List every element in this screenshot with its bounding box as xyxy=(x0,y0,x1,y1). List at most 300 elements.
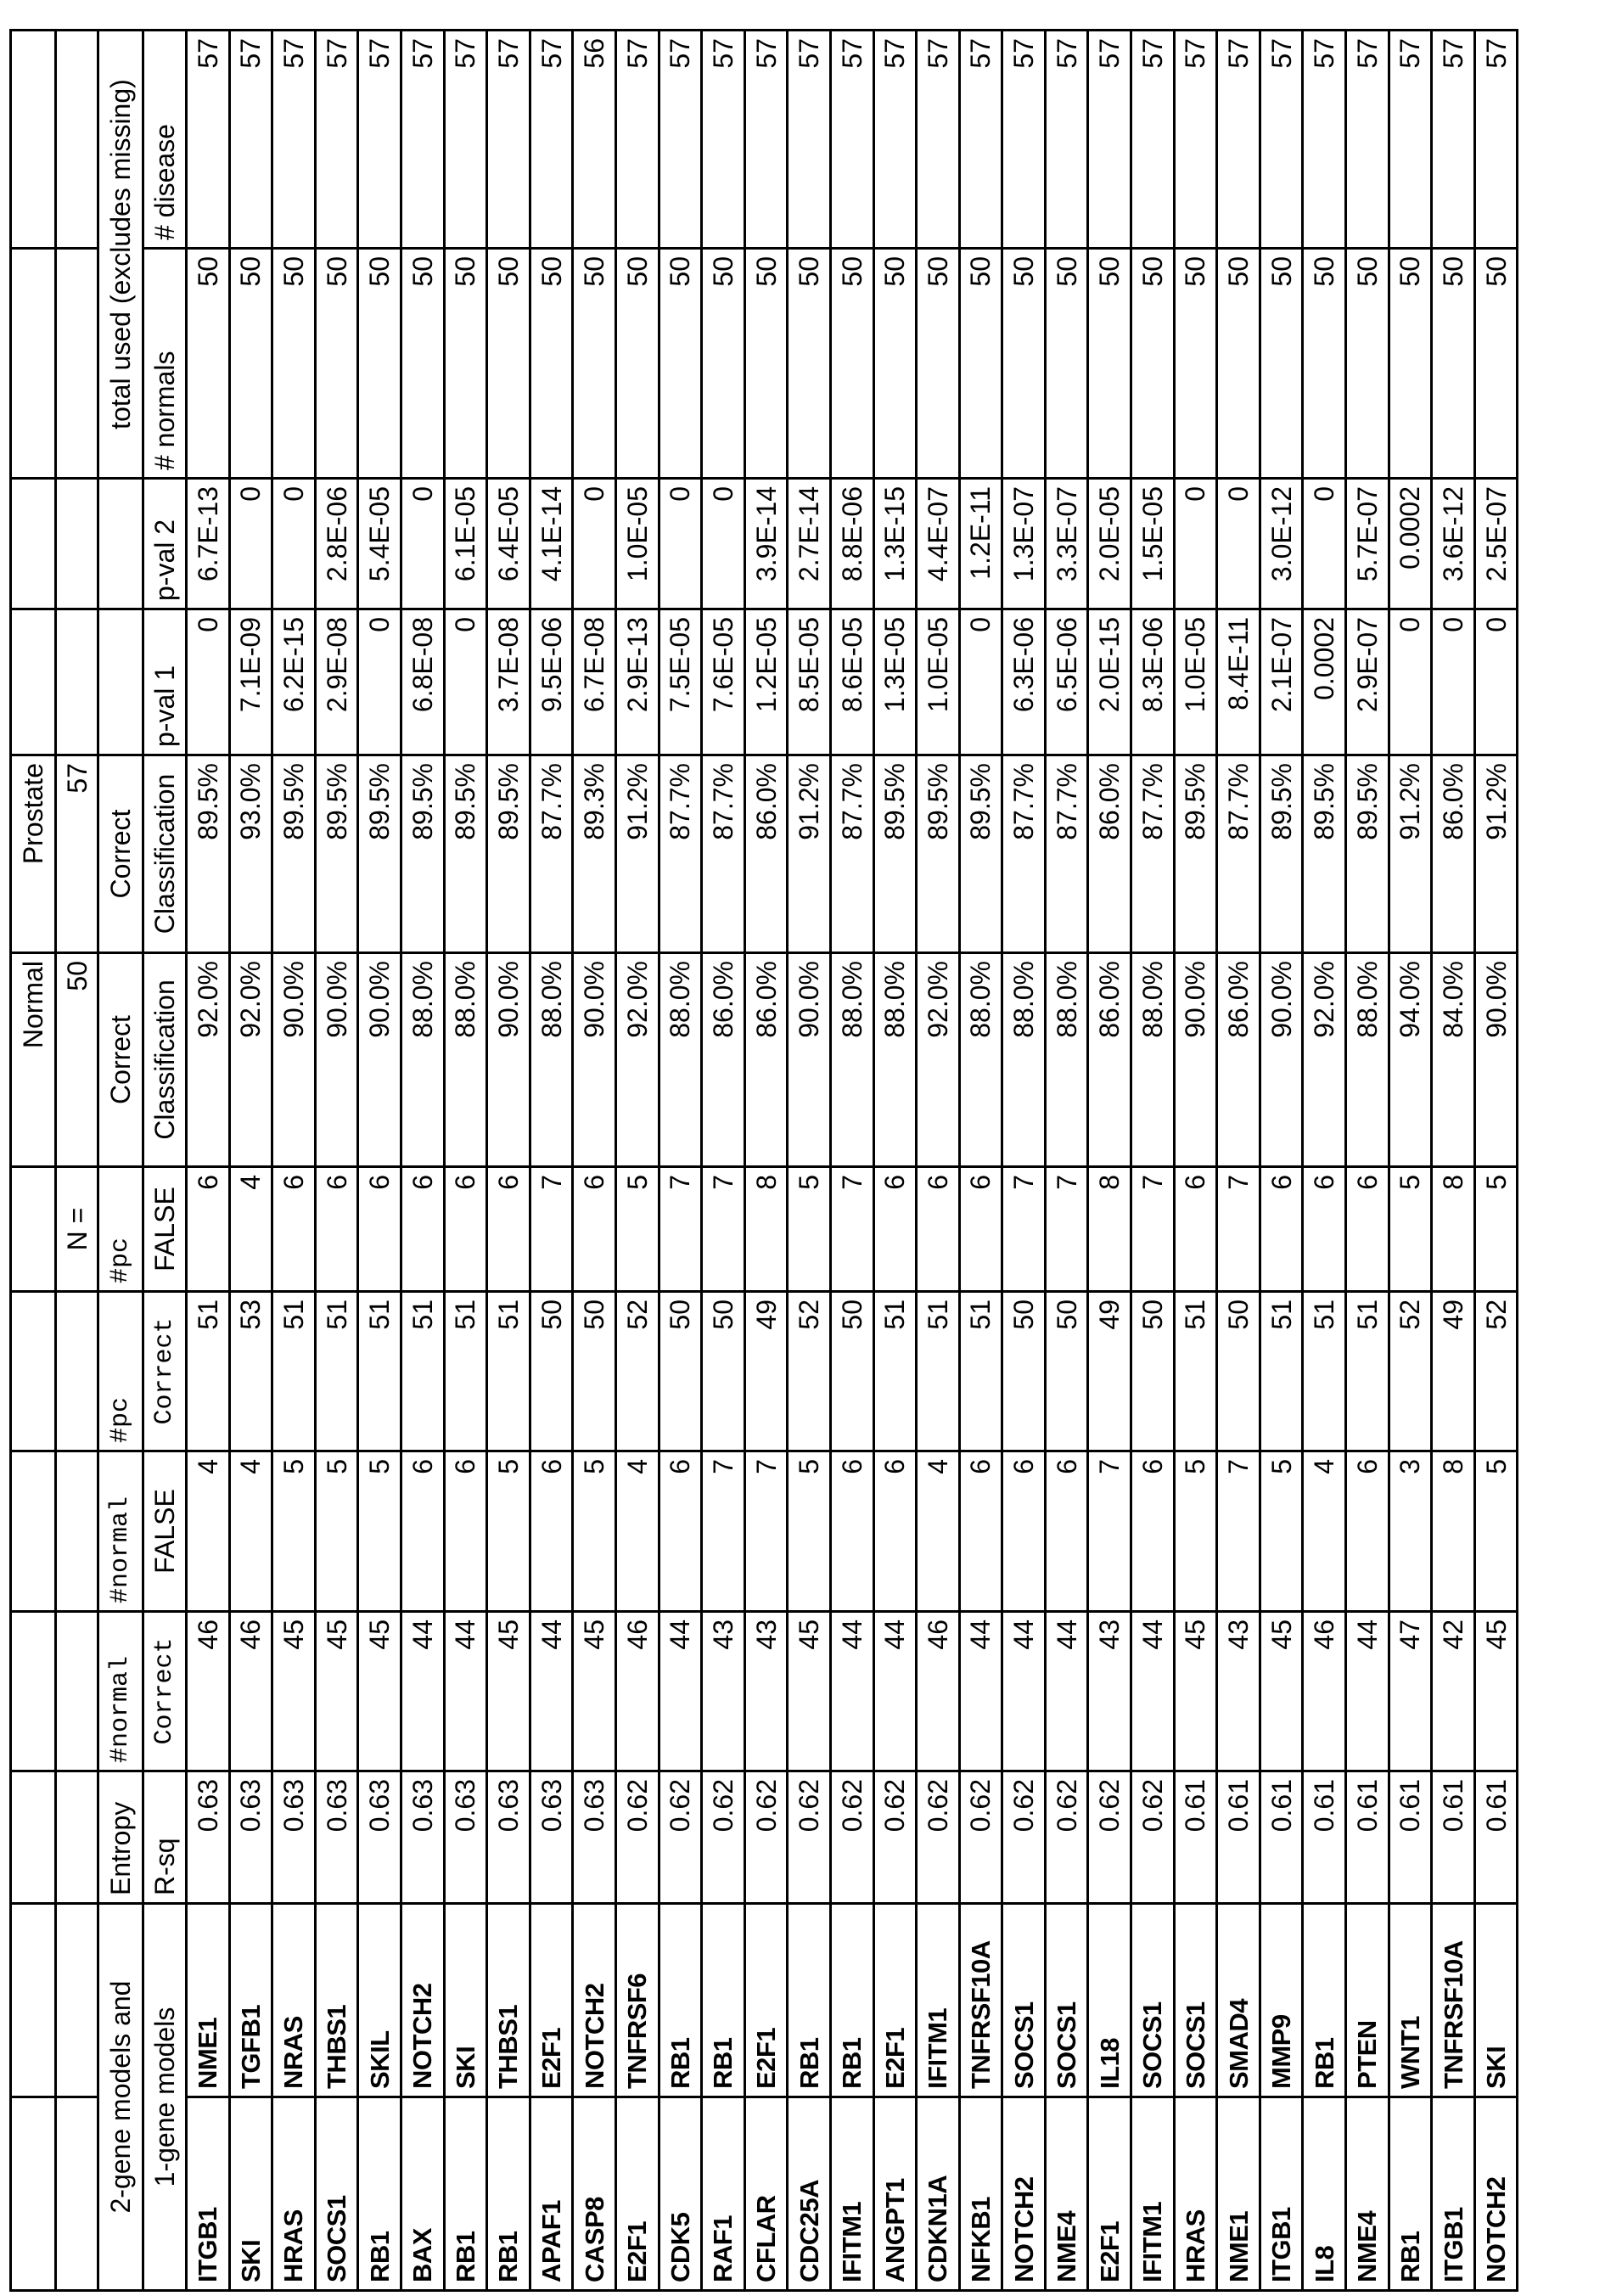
pc-false-cell: 7 xyxy=(1045,1167,1088,1292)
pval2-cell: 2.5E-07 xyxy=(1474,479,1518,609)
pval1-cell: 2.9E-08 xyxy=(315,609,358,755)
normals-count-cell: 50 xyxy=(1389,249,1432,479)
disease-count-cell: 57 xyxy=(873,31,917,249)
pval2-cell: 5.7E-07 xyxy=(1346,479,1389,609)
normal-correct-cell: 46 xyxy=(187,1612,230,1771)
normal-classification-cell: 86.0% xyxy=(702,953,745,1167)
header-cell xyxy=(11,1771,56,1904)
header-cell xyxy=(11,1167,56,1292)
gene-2-cell: SMAD4 xyxy=(1217,1904,1260,2097)
normal-false-cell: 4 xyxy=(1303,1451,1346,1612)
normal-correct-cell: 44 xyxy=(1002,1612,1046,1771)
pc-correct-cell: 51 xyxy=(315,1292,358,1451)
rsq-cell: 0.61 xyxy=(1389,1771,1432,1904)
prostate-classification-cell: 87.7% xyxy=(530,755,573,953)
prostate-classification-cell: 86.0% xyxy=(1432,755,1475,953)
normals-count-cell: 50 xyxy=(615,249,659,479)
normal-false-cell: 6 xyxy=(401,1451,444,1612)
normals-count-cell: 50 xyxy=(229,249,272,479)
rsq-cell: 0.63 xyxy=(229,1771,272,1904)
gene-1-cell: RB1 xyxy=(1389,2097,1432,2291)
normal-false-cell: 4 xyxy=(229,1451,272,1612)
pc-false-cell: 6 xyxy=(487,1167,530,1292)
normal-classification-cell: 90.0% xyxy=(1174,953,1217,1167)
normal-false-cell: 8 xyxy=(1432,1451,1475,1612)
normals-count-cell: 50 xyxy=(830,249,873,479)
normals-count-cell: 50 xyxy=(1174,249,1217,479)
pc-false-cell: 7 xyxy=(1002,1167,1046,1292)
rsq-cell: 0.61 xyxy=(1474,1771,1518,1904)
gene-1-cell: NOTCH2 xyxy=(1002,2097,1046,2291)
disease-count-cell: 57 xyxy=(444,31,487,249)
normal-false-cell: 6 xyxy=(1346,1451,1389,1612)
table-row xyxy=(315,31,358,2291)
pval1-cell: 1.0E-05 xyxy=(917,609,960,755)
header-cell xyxy=(11,1904,56,2097)
pc-correct-cell: 53 xyxy=(229,1292,272,1451)
normals-count-cell: 50 xyxy=(788,249,831,479)
prostate-classification-cell: 89.5% xyxy=(1346,755,1389,953)
gene-1-cell: IL8 xyxy=(1303,2097,1346,2291)
rsq-cell: 0.61 xyxy=(1217,1771,1260,1904)
rsq-cell: 0.63 xyxy=(315,1771,358,1904)
header-cell xyxy=(11,2097,56,2291)
pc-correct-cell: 51 xyxy=(444,1292,487,1451)
pc-false-cell: 6 xyxy=(315,1167,358,1292)
gene-2-cell: TNFRSF10A xyxy=(1432,1904,1475,2097)
gene-2-cell: SKI xyxy=(444,1904,487,2097)
disease-count-cell: 57 xyxy=(917,31,960,249)
pval1-cell: 2.9E-13 xyxy=(615,609,659,755)
rsq-header: R-sq xyxy=(143,1771,187,1904)
normal-correct-class-header: Classification xyxy=(143,953,187,1167)
normal-correct-cell: 44 xyxy=(444,1612,487,1771)
prostate-classification-cell: 89.5% xyxy=(959,755,1002,953)
pval1-cell: 6.7E-08 xyxy=(573,609,616,755)
normals-count-cell: 50 xyxy=(1346,249,1389,479)
pc-correct-cell: 51 xyxy=(1260,1292,1303,1451)
table-row xyxy=(229,31,272,2291)
entropy-header: Entropy xyxy=(98,1771,143,1904)
pval2-cell: 0 xyxy=(659,479,702,609)
pval1-header: p-val 1 xyxy=(143,609,187,755)
prostate-classification-cell: 89.5% xyxy=(1260,755,1303,953)
normals-count-cell: 50 xyxy=(1217,249,1260,479)
gene-1-cell: CFLAR xyxy=(744,2097,788,2291)
pval2-cell: 5.4E-05 xyxy=(358,479,401,609)
normal-correct-header-top: #normal xyxy=(98,1612,143,1771)
gene-2-cell: RB1 xyxy=(788,1904,831,2097)
pc-false-cell: 5 xyxy=(1474,1167,1518,1292)
pc-correct-cell: 51 xyxy=(1303,1292,1346,1451)
rsq-cell: 0.61 xyxy=(1260,1771,1303,1904)
pc-correct-cell: 50 xyxy=(573,1292,616,1451)
rsq-cell: 0.61 xyxy=(1303,1771,1346,1904)
gene-1-cell: SKI xyxy=(229,2097,272,2291)
normals-count-cell: 50 xyxy=(487,249,530,479)
table-row xyxy=(187,31,230,2291)
normal-false-cell: 7 xyxy=(1088,1451,1131,1612)
prostate-classification-cell: 87.7% xyxy=(1002,755,1046,953)
disease-count-cell: 57 xyxy=(1131,31,1175,249)
pval2-cell: 3.9E-14 xyxy=(744,479,788,609)
gene-1-cell: ITGB1 xyxy=(1432,2097,1475,2291)
pc-false-cell: 4 xyxy=(229,1167,272,1292)
rsq-cell: 0.62 xyxy=(788,1771,831,1904)
table-row xyxy=(358,31,401,2291)
prostate-classification-cell: 91.2% xyxy=(1389,755,1432,953)
prostate-classification-cell: 87.7% xyxy=(1131,755,1175,953)
disease-count-cell: 57 xyxy=(959,31,1002,249)
prostate-classification-cell: 89.5% xyxy=(873,755,917,953)
rsq-cell: 0.61 xyxy=(1432,1771,1475,1904)
normal-classification-cell: 88.0% xyxy=(1045,953,1088,1167)
normal-correct-cell: 44 xyxy=(873,1612,917,1771)
rsq-cell: 0.63 xyxy=(530,1771,573,1904)
pc-false-cell: 7 xyxy=(530,1167,573,1292)
pc-correct-cell: 51 xyxy=(873,1292,917,1451)
gene-2-cell: SKI xyxy=(1474,1904,1518,2097)
normal-correct-cell: 44 xyxy=(659,1612,702,1771)
rsq-cell: 0.62 xyxy=(1088,1771,1131,1904)
gene-2-cell: TNFRSF6 xyxy=(615,1904,659,2097)
gene-1-cell: E2F1 xyxy=(615,2097,659,2291)
pc-false-cell: 6 xyxy=(272,1167,316,1292)
pval2-cell: 1.5E-05 xyxy=(1131,479,1175,609)
gene-1-cell: APAF1 xyxy=(530,2097,573,2291)
pval1-cell: 0 xyxy=(444,609,487,755)
table-row xyxy=(487,31,530,2291)
gene-1-cell: NME1 xyxy=(1217,2097,1260,2291)
pc-correct-cell: 51 xyxy=(487,1292,530,1451)
header-cell xyxy=(56,1292,98,1451)
prostate-classification-cell: 91.2% xyxy=(788,755,831,953)
header-cell xyxy=(11,609,56,755)
normal-classification-cell: 92.0% xyxy=(187,953,230,1167)
normal-correct-cell: 44 xyxy=(1346,1612,1389,1771)
pc-false-cell: 5 xyxy=(615,1167,659,1292)
disease-count-cell: 57 xyxy=(315,31,358,249)
prostate-classification-cell: 87.7% xyxy=(1045,755,1088,953)
pval2-cell: 6.4E-05 xyxy=(487,479,530,609)
gene-1-cell: CDC25A xyxy=(788,2097,831,2291)
prostate-classification-cell: 93.0% xyxy=(229,755,272,953)
table-row xyxy=(959,31,1002,2291)
normals-count-cell: 50 xyxy=(1303,249,1346,479)
normals-count-cell: 50 xyxy=(659,249,702,479)
pc-correct-header-top: #pc xyxy=(98,1292,143,1451)
table-row xyxy=(1088,31,1131,2291)
pc-false-cell: 5 xyxy=(1389,1167,1432,1292)
prostate-classification-cell: 91.2% xyxy=(1474,755,1518,953)
pval2-header: p-val 2 xyxy=(143,479,187,609)
pc-correct-cell: 51 xyxy=(1346,1292,1389,1451)
gene-1-cell: IFITM1 xyxy=(830,2097,873,2291)
gene-1-cell: IFITM1 xyxy=(1131,2097,1175,2291)
disease-count-cell: 57 xyxy=(659,31,702,249)
normal-false-cell: 6 xyxy=(1131,1451,1175,1612)
normal-classification-cell: 90.0% xyxy=(573,953,616,1167)
normal-classification-cell: 92.0% xyxy=(917,953,960,1167)
normal-correct-cell: 46 xyxy=(615,1612,659,1771)
gene-2-cell: THBS1 xyxy=(487,1904,530,2097)
prostate-classification-cell: 89.3% xyxy=(573,755,616,953)
gene-1-cell: CDKN1A xyxy=(917,2097,960,2291)
pc-false-cell: 7 xyxy=(1217,1167,1260,1292)
normals-count-cell: 50 xyxy=(917,249,960,479)
disease-count-cell: 57 xyxy=(1346,31,1389,249)
normal-false-cell: 5 xyxy=(573,1451,616,1612)
pc-correct-header: Correct xyxy=(143,1292,187,1451)
normal-false-cell: 5 xyxy=(1260,1451,1303,1612)
normal-correct-class-header-top: Correct xyxy=(98,953,143,1167)
normals-count-cell: 50 xyxy=(358,249,401,479)
pc-false-cell: 6 xyxy=(873,1167,917,1292)
gene-1-cell: RB1 xyxy=(358,2097,401,2291)
disease-count-cell: 57 xyxy=(788,31,831,249)
normal-false-cell: 5 xyxy=(315,1451,358,1612)
pc-correct-cell: 50 xyxy=(702,1292,745,1451)
pc-correct-cell: 51 xyxy=(917,1292,960,1451)
normal-correct-cell: 45 xyxy=(358,1612,401,1771)
pc-false-cell: 6 xyxy=(573,1167,616,1292)
gene-2-cell: SKIL xyxy=(358,1904,401,2097)
normal-classification-cell: 86.0% xyxy=(1217,953,1260,1167)
pval2-cell: 0 xyxy=(702,479,745,609)
normals-count-cell: 50 xyxy=(272,249,316,479)
gene-2-cell: MMP9 xyxy=(1260,1904,1303,2097)
gene-2-cell: RB1 xyxy=(830,1904,873,2097)
normal-classification-cell: 88.0% xyxy=(959,953,1002,1167)
normals-count-cell: 50 xyxy=(573,249,616,479)
prostate-classification-cell: 89.5% xyxy=(444,755,487,953)
pval2-cell: 3.3E-07 xyxy=(1045,479,1088,609)
normal-correct-cell: 43 xyxy=(702,1612,745,1771)
gene-2-cell: IL18 xyxy=(1088,1904,1131,2097)
prostate-classification-cell: 89.5% xyxy=(272,755,316,953)
disease-count-cell: 57 xyxy=(744,31,788,249)
pval2-cell: 4.4E-07 xyxy=(917,479,960,609)
table-row xyxy=(272,31,316,2291)
pval1-cell: 0 xyxy=(358,609,401,755)
rsq-cell: 0.62 xyxy=(1002,1771,1046,1904)
rsq-cell: 0.63 xyxy=(573,1771,616,1904)
normals-count-cell: 50 xyxy=(1474,249,1518,479)
gene-1-cell: NOTCH2 xyxy=(1474,2097,1518,2291)
disease-count-cell: 57 xyxy=(1002,31,1046,249)
normal-false-cell: 5 xyxy=(272,1451,316,1612)
pc-false-cell: 6 xyxy=(358,1167,401,1292)
gene-2-cell: E2F1 xyxy=(873,1904,917,2097)
normal-false-cell: 6 xyxy=(1045,1451,1088,1612)
rsq-cell: 0.63 xyxy=(358,1771,401,1904)
pc-false-cell: 6 xyxy=(1260,1167,1303,1292)
prostate-group-label: Prostate xyxy=(11,755,56,953)
rsq-cell: 0.63 xyxy=(444,1771,487,1904)
normals-count-cell: 50 xyxy=(401,249,444,479)
pval1-cell: 1.2E-05 xyxy=(744,609,788,755)
rsq-cell: 0.62 xyxy=(1045,1771,1088,1904)
gene-2-cell: E2F1 xyxy=(530,1904,573,2097)
pval1-cell: 8.3E-06 xyxy=(1131,609,1175,755)
pval1-cell: 0 xyxy=(1432,609,1475,755)
table-row xyxy=(659,31,702,2291)
pc-correct-cell: 51 xyxy=(1174,1292,1217,1451)
normal-classification-cell: 86.0% xyxy=(744,953,788,1167)
rsq-cell: 0.63 xyxy=(487,1771,530,1904)
gene-1-cell: HRAS xyxy=(272,2097,316,2291)
header-cell xyxy=(56,1612,98,1771)
header-cell xyxy=(56,479,98,609)
gene-1-cell: NME4 xyxy=(1346,2097,1389,2291)
normals-count-cell: 50 xyxy=(187,249,230,479)
prostate-correct-class-header-top: Correct xyxy=(98,755,143,953)
disease-count-cell: 57 xyxy=(615,31,659,249)
gene-2-cell: TGFB1 xyxy=(229,1904,272,2097)
table-row xyxy=(444,31,487,2291)
rsq-cell: 0.62 xyxy=(959,1771,1002,1904)
header-row-3 xyxy=(98,31,143,2291)
pval1-cell: 6.3E-06 xyxy=(1002,609,1046,755)
normals-count-cell: 50 xyxy=(744,249,788,479)
pc-correct-cell: 50 xyxy=(1002,1292,1046,1451)
pval1-cell: 7.5E-05 xyxy=(659,609,702,755)
prostate-classification-cell: 89.5% xyxy=(315,755,358,953)
normals-count-cell: 50 xyxy=(959,249,1002,479)
table-row xyxy=(1303,31,1346,2291)
rsq-cell: 0.61 xyxy=(1346,1771,1389,1904)
pc-correct-cell: 50 xyxy=(1045,1292,1088,1451)
gene-1-cell: ITGB1 xyxy=(187,2097,230,2291)
disease-count-cell: 57 xyxy=(1088,31,1131,249)
gene-2-cell: E2F1 xyxy=(744,1904,788,2097)
pc-correct-cell: 49 xyxy=(1088,1292,1131,1451)
pc-false-cell: 6 xyxy=(401,1167,444,1292)
gene-2-cell: NOTCH2 xyxy=(401,1904,444,2097)
normal-classification-cell: 90.0% xyxy=(358,953,401,1167)
disease-count-cell: 57 xyxy=(229,31,272,249)
normal-false-header-top: #normal xyxy=(98,1451,143,1612)
pval2-cell: 4.1E-14 xyxy=(530,479,573,609)
pval2-cell: 1.3E-15 xyxy=(873,479,917,609)
pval1-cell: 2.9E-07 xyxy=(1346,609,1389,755)
table-row xyxy=(1474,31,1518,2291)
normal-false-cell: 5 xyxy=(358,1451,401,1612)
gene-2-cell: NME1 xyxy=(187,1904,230,2097)
header-cell xyxy=(98,609,143,755)
normal-classification-cell: 90.0% xyxy=(272,953,316,1167)
pval1-cell: 9.5E-06 xyxy=(530,609,573,755)
normal-false-cell: 4 xyxy=(917,1451,960,1612)
pc-false-cell: 6 xyxy=(1303,1167,1346,1292)
normal-correct-cell: 45 xyxy=(573,1612,616,1771)
disease-count-cell: 57 xyxy=(358,31,401,249)
disease-count-cell: 57 xyxy=(1174,31,1217,249)
table-row xyxy=(1432,31,1475,2291)
header-cell xyxy=(56,1904,98,2097)
prostate-classification-cell: 87.7% xyxy=(659,755,702,953)
disease-count-cell: 57 xyxy=(1217,31,1260,249)
pval2-cell: 1.3E-07 xyxy=(1002,479,1046,609)
normals-count-cell: 50 xyxy=(530,249,573,479)
normal-correct-cell: 43 xyxy=(744,1612,788,1771)
header-row-4 xyxy=(143,31,187,2291)
pc-correct-cell: 52 xyxy=(1389,1292,1432,1451)
table-row xyxy=(530,31,573,2291)
normal-correct-cell: 44 xyxy=(530,1612,573,1771)
table-row xyxy=(1389,31,1432,2291)
header-row-1 xyxy=(11,31,56,2291)
disease-count-cell: 56 xyxy=(573,31,616,249)
pval2-cell: 8.8E-06 xyxy=(830,479,873,609)
header-cell xyxy=(11,1292,56,1451)
table-row xyxy=(873,31,917,2291)
pval1-cell: 6.5E-06 xyxy=(1045,609,1088,755)
header-cell xyxy=(56,1451,98,1612)
pc-correct-cell: 50 xyxy=(530,1292,573,1451)
prostate-classification-cell: 89.5% xyxy=(1174,755,1217,953)
pc-false-cell: 8 xyxy=(1432,1167,1475,1292)
pval2-cell: 0 xyxy=(229,479,272,609)
gene-1-cell: RAF1 xyxy=(702,2097,745,2291)
table-row xyxy=(702,31,745,2291)
gene-2-cell: TNFRSF10A xyxy=(959,1904,1002,2097)
pc-false-cell: 6 xyxy=(1346,1167,1389,1292)
gene-2-cell: SOCS1 xyxy=(1045,1904,1088,2097)
pval2-cell: 2.7E-14 xyxy=(788,479,831,609)
pc-correct-cell: 51 xyxy=(959,1292,1002,1451)
normals-count-cell: 50 xyxy=(702,249,745,479)
prostate-classification-cell: 89.5% xyxy=(487,755,530,953)
gene-2-cell: THBS1 xyxy=(315,1904,358,2097)
prostate-classification-cell: 87.7% xyxy=(702,755,745,953)
normal-false-cell: 6 xyxy=(959,1451,1002,1612)
normal-classification-cell: 90.0% xyxy=(1474,953,1518,1167)
pval1-cell: 6.2E-15 xyxy=(272,609,316,755)
pc-false-cell: 8 xyxy=(744,1167,788,1292)
pc-false-cell: 6 xyxy=(959,1167,1002,1292)
normals-count-cell: 50 xyxy=(1002,249,1046,479)
normal-classification-cell: 88.0% xyxy=(1346,953,1389,1167)
table-row xyxy=(573,31,616,2291)
normal-correct-cell: 45 xyxy=(1260,1612,1303,1771)
disease-count-cell: 57 xyxy=(187,31,230,249)
pc-correct-cell: 50 xyxy=(1131,1292,1175,1451)
pc-false-header-top: #pc xyxy=(98,1167,143,1292)
pc-correct-cell: 49 xyxy=(1432,1292,1475,1451)
table-row xyxy=(1002,31,1046,2291)
table-row xyxy=(1260,31,1303,2291)
normal-classification-cell: 92.0% xyxy=(615,953,659,1167)
pval1-cell: 8.6E-05 xyxy=(830,609,873,755)
normal-correct-cell: 45 xyxy=(272,1612,316,1771)
normal-correct-cell: 45 xyxy=(788,1612,831,1771)
pc-false-cell: 7 xyxy=(830,1167,873,1292)
pval1-cell: 2.1E-07 xyxy=(1260,609,1303,755)
gene-1-cell: SOCS1 xyxy=(315,2097,358,2291)
gene-1-cell: ANGPT1 xyxy=(873,2097,917,2291)
gene-2-cell: SOCS1 xyxy=(1002,1904,1046,2097)
pval2-cell: 0 xyxy=(272,479,316,609)
pc-correct-cell: 51 xyxy=(272,1292,316,1451)
gene-2-cell: RB1 xyxy=(1303,1904,1346,2097)
gene-2-cell: NOTCH2 xyxy=(573,1904,616,2097)
pval1-cell: 6.8E-08 xyxy=(401,609,444,755)
pval2-cell: 3.0E-12 xyxy=(1260,479,1303,609)
normal-false-cell: 5 xyxy=(788,1451,831,1612)
disease-count-cell: 57 xyxy=(1389,31,1432,249)
normal-classification-cell: 88.0% xyxy=(530,953,573,1167)
